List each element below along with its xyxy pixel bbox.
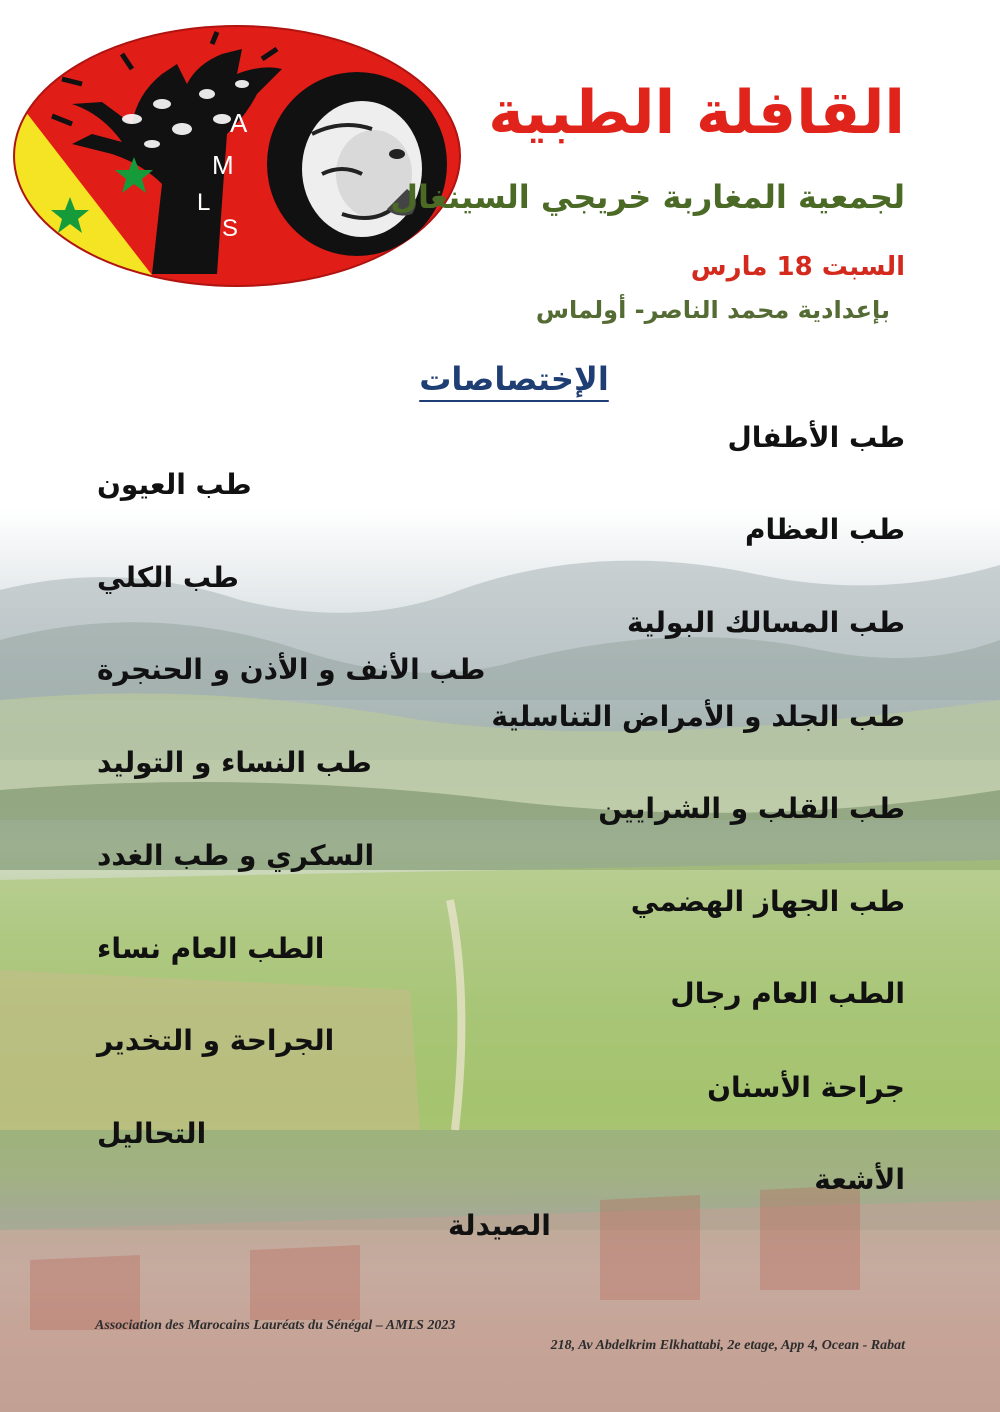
logo-letter-l: L [197,189,211,216]
specialty-item: طب الأطفال [727,421,905,454]
specialty-item: طب الجهاز الهضمي [630,885,905,918]
footer-address: 218, Av Abdelkrim Elkhattabi, 2e etage, App 4, Ocean - Rabat [550,1338,905,1353]
specialty-item: طب النساء و التوليد [97,746,372,779]
event-date: السبت 18 مارس [690,252,905,282]
footer-association: Association des Marocains Lauréats du Sénégal – AMLS 2023 [95,1318,456,1333]
specialty-item: الأشعة [814,1163,905,1196]
specialty-item: طب الكلي [97,561,239,594]
amls-logo [12,24,462,288]
specialty-item: السكري و طب الغدد [97,839,375,872]
specialties-heading: الإختصاصات [419,360,609,398]
specialty-item: الطب العام رجال [670,977,905,1010]
specialty-item: طب المسالك البولية [626,606,905,639]
specialty-item: طب العيون [97,468,252,501]
specialty-item: طب القلب و الشرايين [598,792,905,825]
specialty-item: التحاليل [97,1117,207,1150]
page-title: القافلة الطبية [488,78,905,148]
organizer-subtitle: لجمعية المغاربة خريجي السينغال [390,178,905,216]
logo-letter-s: S [222,215,239,242]
specialty-item: الطب العام نساء [97,932,325,965]
specialty-item: الجراحة و التخدير [97,1024,335,1057]
specialty-item: طب الأنف و الأذن و الحنجرة [97,653,486,686]
specialty-item: جراحة الأسنان [707,1071,905,1104]
specialty-item: طب الجلد و الأمراض التناسلية [491,700,905,733]
logo-letter-a: A [230,108,248,138]
event-venue: بإعدادية محمد الناصر- أولماس [535,296,890,324]
logo-letter-m: M [212,150,234,180]
specialty-item: طب العظام [745,513,905,546]
specialty-item: الصيدلة [448,1209,551,1242]
